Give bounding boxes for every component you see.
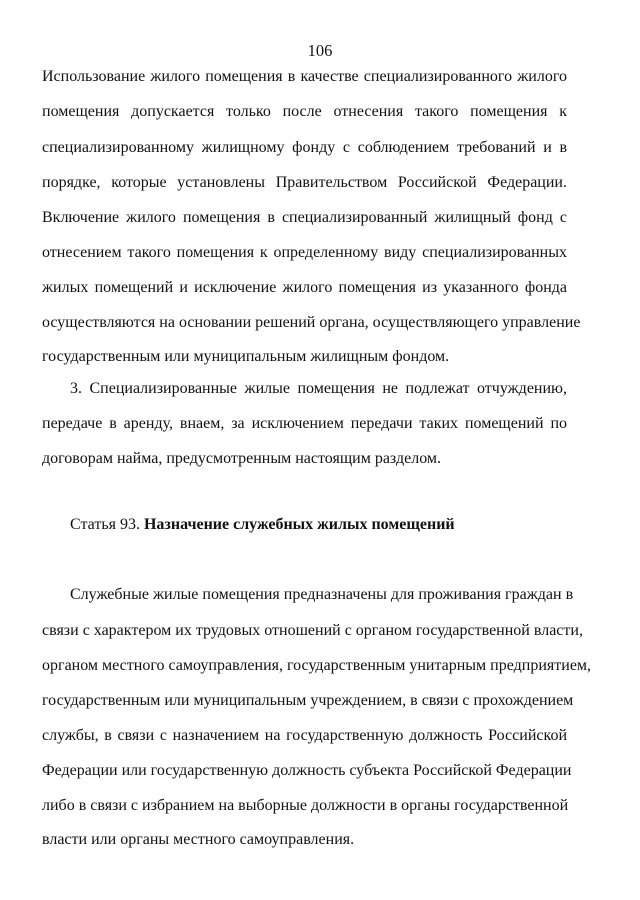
article-number: Статья 93. xyxy=(70,516,140,533)
text-line: Федерации или государственную должность субъекта Российской Федерации xyxy=(42,762,572,779)
text-line: связи с характером их трудовых отношений с органом государственной власти, xyxy=(42,622,583,639)
text-line: государственным или муниципальным жилищным фондом. xyxy=(42,348,450,365)
article-heading xyxy=(70,515,455,535)
text-line: помещения допускается только после отнесения такого помещения к xyxy=(42,103,567,120)
text-line: специализированному жилищному фонду с соблюдением требований и в xyxy=(42,139,567,156)
text-line: осуществляются на основании решений органа, осуществляющего управление xyxy=(42,314,581,331)
text-line: Включение жилого помещения в специализированный жилищный фонд с xyxy=(42,209,567,226)
article-title: Назначение служебных жилых помещений xyxy=(143,516,455,533)
text-line: органом местного самоуправления, государственным унитарным предприятием, xyxy=(42,657,592,674)
page-number: 106 xyxy=(307,41,333,60)
text-line: государственным или муниципальным учреждением, в связи с прохождением xyxy=(42,692,574,709)
text-line: жилых помещений и исключение жилого помещения из указанного фонда xyxy=(42,279,567,296)
text-line: либо в связи с избранием на выборные должности в органы государственной xyxy=(42,797,569,814)
text-line: власти или органы местного самоуправления. xyxy=(42,831,355,848)
text-line: 3. Специализированные жилые помещения не подлежат отчуждению, xyxy=(70,380,567,397)
text-line: договорам найма, предусмотренным настоящим разделом. xyxy=(42,450,442,467)
text-line: службы, в связи с назначением на государственную должность Российской xyxy=(42,727,567,744)
text-line: отнесением такого помещения к определенному виду специализированных xyxy=(42,244,567,261)
text-line: порядке, которые установлены Правительством Российской Федерации. xyxy=(42,174,567,191)
text-line: передаче в аренду, внаем, за исключением передачи таких помещений по xyxy=(42,415,567,432)
text-line: Использование жилого помещения в качестве специализированного жилого xyxy=(42,68,567,85)
text-line: Служебные жилые помещения предназначены для проживания граждан в xyxy=(70,586,574,603)
